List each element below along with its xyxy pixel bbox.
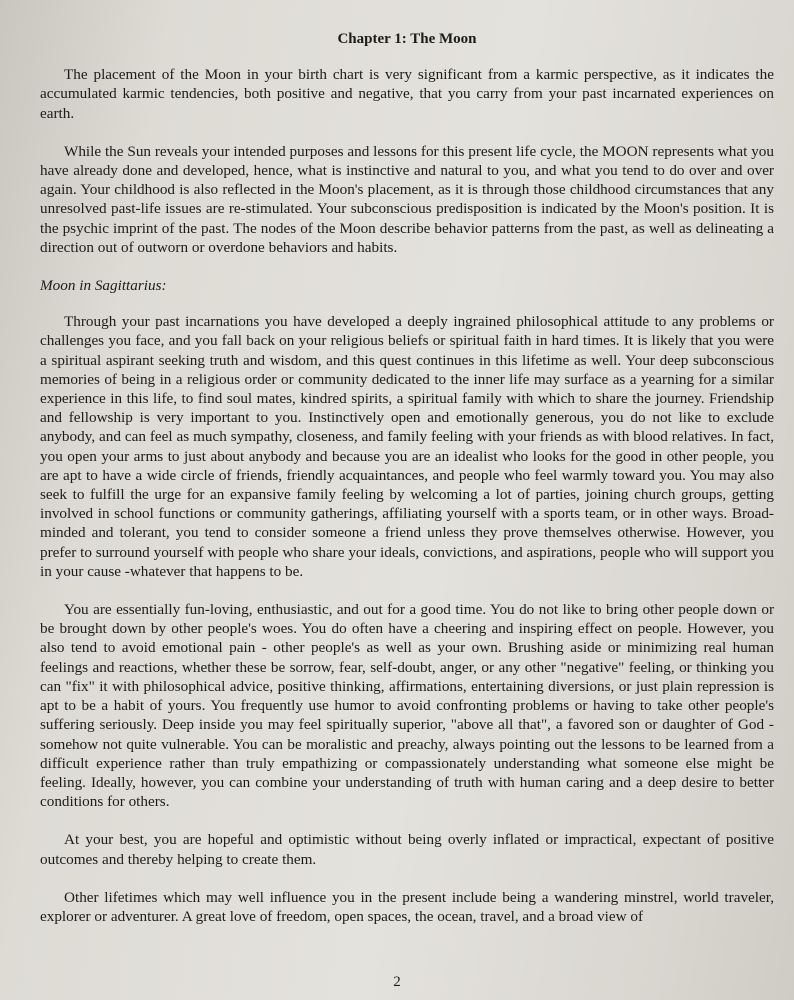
paragraph-sun-moon: While the Sun reveals your intended purposes and lessons for this present life cycle, the MOON represents what you have already done and developed, hence, what is instinctive and natural to you, and what you tend to do over and over again. Your childhood is also reflected in the Moon's placement, as it is through those childhood circumstances that any unresolved past-life issues are re-stimulated. Your subconscious predisposition is indicated by the Moon's position. It is the psychic imprint of the past. The nodes of the Moon describe behavior patterns from the past, as well as delineating a direction out of outworn or overdone behaviors and habits. [40, 142, 774, 256]
paragraph-fun-loving: You are essentially fun-loving, enthusiastic, and out for a good time. You do not like to bring other people down or be brought down by other people's woes. You do often have a cheering and inspiring effect on people. However, you also tend to avoid emotional pain - other people's as well as your own. Brushing aside or minimizing real human feelings and reactions, whether these be sorrow, fear, self-doubt, anger, or any other "negative" feeling, or thinking you can "fix" it with philosophical advice, positive thinking, affirmations, entertaining diversions, or just plain repression is apt to be a habit of yours. You frequently use humor to avoid confronting problems or having to take other people's suffering seriously. Deep inside you may feel spiritually superior, "above all that", a favored son or daughter of God -somehow not quite vulnerable. You can be moralistic and preachy, always pointing out the lessons to be learned from a difficult experience rather than truly empathizing or compassionately understanding what someone else might be feeling. Ideally, however, you can combine your understanding of truth with human caring and a deep desire to better conditions for others. [40, 601, 774, 811]
page-number: 2 [393, 974, 401, 990]
paragraph-intro: The placement of the Moon in your birth chart is very significant from a karmic perspective, as it indicates the accumulated karmic tendencies, both positive and negative, that you carry from your past incarnated experiences on earth. [40, 66, 774, 122]
paragraph-other-lifetimes: Other lifetimes which may well influence you in the present include being a wandering minstrel, world traveler, explorer or adventurer. A great love of freedom, open spaces, the ocean, travel, and a broad view of [40, 888, 774, 925]
section-heading: Moon in Sagittarius: [40, 277, 167, 295]
page-content [40, 30, 774, 945]
paragraph-past-incarnations: Through your past incarnations you have developed a deeply ingrained philosophical attitude to any problems or challenges you face, and you fall back on your religious beliefs or spiritual faith in hard times. It is likely that you were a spiritual aspirant seeking truth and wisdom, and this quest continues in this lifetime as well. Your deep subconscious memories of being in a religious order or community dedicated to the inner life may surface as a yearning for a similar experience in this life, to find soul mates, kindred spirits, a spiritual family with which to share the journey. Friendship and fellowship is very important to you. Instinctively open and emotionally generous, you do not like to exclude anybody, and can feel as much sympathy, closeness, and family feeling with your friends as with blood relatives. In fact, you open your arms to just about anybody and because you are an idealist who looks for the good in other people, you are apt to have a wide circle of friends, friendly acquaintances, and people who feel warmly toward you. You may also seek to fulfill the urge for an expansive family feeling by welcoming a lot of parties, joining church groups, getting involved in school functions or community gatherings, affiliating yourself with a sports team, or in other ways. Broad-minded and tolerant, you tend to consider someone a friend unless they prove themselves otherwise. However, you prefer to surround yourself with people who share your ideals, convictions, and aspirations, people who will support you in your cause -whatever that happens to be. [40, 313, 774, 580]
chapter-title: Chapter 1: The Moon [337, 31, 477, 47]
paragraph-at-your-best: At your best, you are hopeful and optimistic without being overly inflated or impractical, expectant of positive outcomes and thereby helping to create them. [40, 831, 774, 868]
